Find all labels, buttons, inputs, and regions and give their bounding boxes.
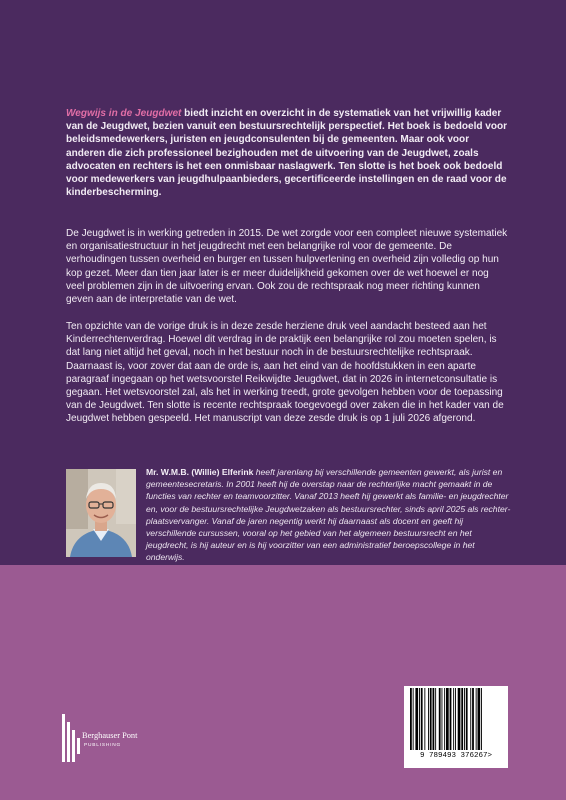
barcode-bar [450,688,452,750]
intro-paragraph [66,107,508,199]
barcode-bar [410,688,412,750]
barcode-bar [444,688,445,750]
barcode-bar [466,688,468,750]
isbn-barcode [404,686,508,768]
paragraph-3-text: Ten opzichte van de vorige druk is in deze zesde herziene druk veel aandacht besteed aan het Kinderrechtenverdrag. Hoewel dit verdrag in de praktijk een belangrijke rol zou moeten spelen, is dat lang niet altijd het geval, noch in het bestuur noch in de bestuursrechtelijke rechtspraak. Daarnaast is, voor zover dat aan de orde is, aan het eind van de hoofdstukken in een aparte paragraaf ingegaan op het wetsvoorstel Reikwijdte Jeugdwet, dat in 2026 in internetconsultatie is gegaan. Het wetsvoorstel zal, als het in werking treedt, grote gevolgen hebben voor de toepassing van de Jeugdwet. Ten slotte is recente rechtspraak toegevoegd over zaken die in het kader van de Jeugdwet hebben gespeeld. Het manuscript van deze zesde druk is op 1 juli 2026 afgerond. [66,321,504,425]
barcode-bar [419,688,420,750]
barcode-bar [428,688,429,750]
author-photo [66,469,136,557]
barcode-bar [464,688,465,750]
author-portrait-icon [66,469,136,557]
barcode-bar [470,688,471,750]
author-name: Mr. W.M.B. (Willie) Elferink [146,467,254,477]
book-title-italic: Wegwijs in de Jeugdwet [66,108,182,119]
barcode-bar [435,688,436,750]
barcode-bars [408,688,504,750]
barcode-bar [446,688,449,750]
barcode-bar [481,688,482,750]
barcode-bar [413,688,414,750]
barcode-bar [430,688,432,750]
publisher-name: Berghauser Pont [82,731,138,740]
barcode-bar [453,688,454,750]
barcode-bar [455,688,456,750]
paragraph-2-text: De Jeugdwet is in werking getreden in 2015. De wet zorgde voor een compleet nieuwe systematiek en organisatiestructuur in het jeugdrecht met een belangrijke rol voor de gemeente. De verhoudingen tussen overheid en burger en tussen hulpverlening en overheid zijn volledig op hun kop gezet. Meer dan tien jaar later is er meer duidelijkheid gekomen over de wet hoewel er nog veel problemen zijn in de uitvoering ervan. Ook zou de rechtspraak nog meer richting kunnen geven aan de interpretatie van de wet. [66,228,508,306]
barcode-bar [458,688,461,750]
barcode-bar [421,688,423,750]
isbn-number: 9 789493 376267> [419,752,493,760]
publisher-sub: PUBLISHING [84,743,122,748]
barcode-bar [461,688,463,750]
barcode-bar [478,688,481,750]
intro-text: biedt inzicht en overzicht in de systematiek van het vrijwillig kader van de Jeugdwet, bezien vanuit een bestuursrechtelijk perspectief. Het boek is bedoeld voor beleidsmedewerkers, juristen en jeugdconsulenten bij de gemeenten. Maar ook voor anderen die zich professioneel bezighouden met de uitvoering van de Jeugdwet, zoals advocaten en rechters is het een onmisbaar naslagwerk. Ten slotte is het boek ook bedoeld voor medewerkers van jeugdhulpaanbieders, gecertificeerde instellingen en de raad voor de kinderbescherming. [66,108,508,199]
paragraph-2 [66,227,508,306]
barcode-bar [442,688,443,750]
barcode-bar [472,688,474,750]
barcode-bar [415,688,418,750]
author-bio [146,466,512,564]
barcode-bar [424,688,425,750]
barcode-bar [439,688,441,750]
barcode-bar [476,688,477,750]
paragraph-3 [66,320,508,426]
author-bio-text: heeft jarenlang bij verschillende gemeenten gewerkt, als jurist en gemeentesecretaris. In 2001 heeft hij de overstap naar de rechterlijke macht gemaakt in de functies van rechter en teamvoorzitter. Vanaf 2013 heeft hij gewerkt als familie- en jeugdrechter en, voor de bestuursrechtelijke Jeugdwetzaken als bestuursrechter, sinds april 2025 als rechter-plaatsvervanger. Vanaf de jaren negentig werkt hij daarnaast als docent en geeft hij verschillende cursussen, vooral op het gebied van het algemeen bestuursrecht en het jeugdrecht, is hij auteur en is hij voorzitter van een administratief beroepscollege in het onderwijs. [146,467,511,563]
barcode-bar [433,688,435,750]
